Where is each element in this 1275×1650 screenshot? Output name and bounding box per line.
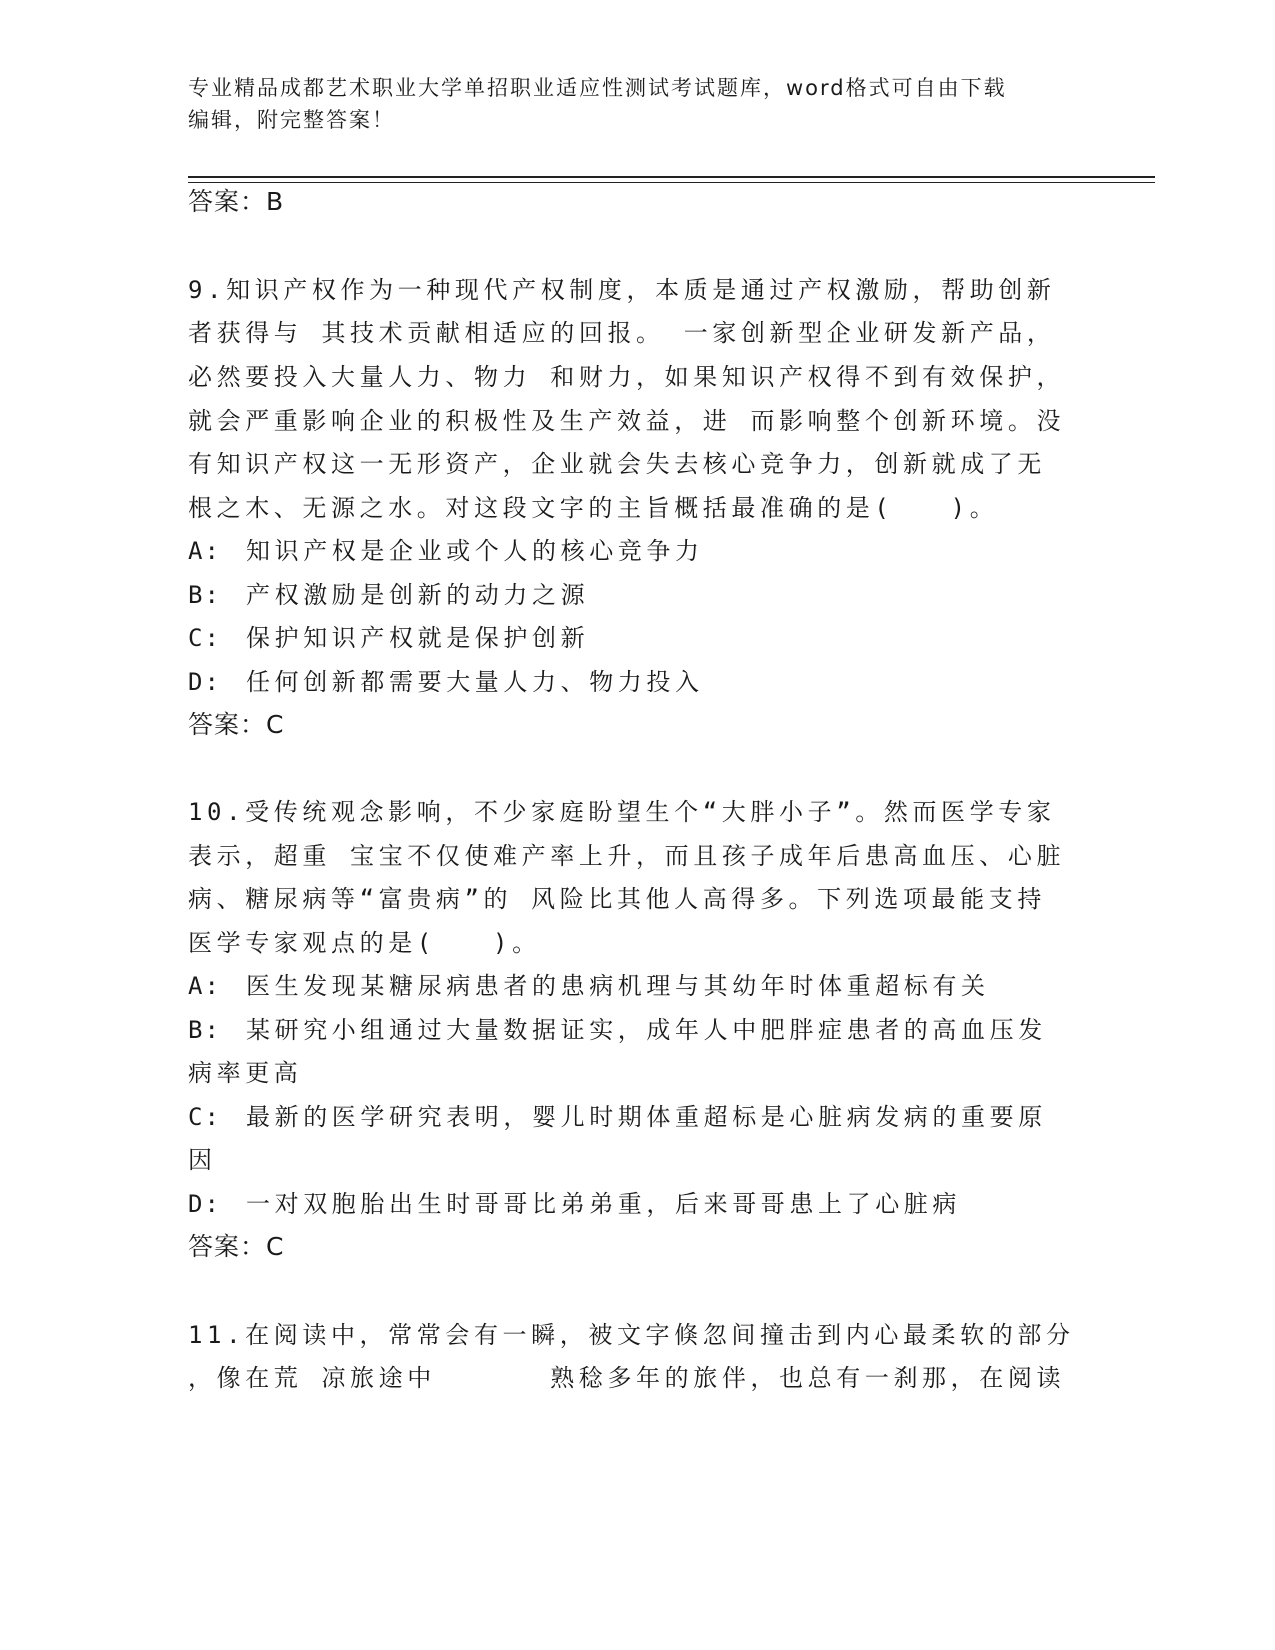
option-text: 医生发现某糖尿病患者的患病机理与其幼年时体重超标有关 xyxy=(246,972,990,1000)
question-9-line: 根之木、无源之水。对这段文字的主旨概括最准确的是( )。 xyxy=(188,494,999,522)
previous-answer: 答案：B xyxy=(188,187,285,216)
option-text: 产权激励是创新的动力之源 xyxy=(246,581,590,609)
question-10-option-d xyxy=(188,1189,961,1219)
option-text: 最新的医学研究表明，婴儿时期体重超标是心脏病发病的重要原 xyxy=(246,1103,1047,1131)
header-rule-thick xyxy=(188,176,1155,178)
question-9-answer: 答案：C xyxy=(188,710,285,739)
question-9-line: 9.知识产权作为一种现代产权制度，本质是通过产权激励，帮助创新 xyxy=(188,276,1056,304)
question-10-option-c xyxy=(188,1102,1047,1132)
question-9-option-c xyxy=(188,623,589,653)
document-header xyxy=(188,72,1078,136)
option-key: A: xyxy=(188,972,221,1000)
option-text: 某研究小组通过大量数据证实，成年人中肥胖症患者的高血压发 xyxy=(246,1016,1047,1044)
question-10-answer: 答案：C xyxy=(188,1232,285,1261)
question-10-option-b-continued: 病率更高 xyxy=(188,1059,303,1087)
question-10-option-b xyxy=(188,1015,1047,1045)
option-key: D: xyxy=(188,1190,221,1218)
question-9-line: 有知识产权这一无形资产，企业就会失去核心竞争力，创新就成了无 xyxy=(188,450,1046,478)
option-key: C: xyxy=(188,624,221,652)
question-10-line: 10.受传统观念影响，不少家庭盼望生个“大胖小子”。然而医学专家 xyxy=(188,798,1056,826)
option-text: 保护知识产权就是保护创新 xyxy=(246,624,590,652)
option-key: B: xyxy=(188,581,221,609)
header-line-2: 编辑，附完整答案！ xyxy=(188,108,395,132)
question-11-line: 11.在阅读中，常常会有一瞬，被文字倏忽间撞击到内心最柔软的部分 xyxy=(188,1321,1075,1349)
question-9-option-d xyxy=(188,667,704,697)
question-10-option-a xyxy=(188,971,990,1001)
header-line-1: 专业精品成都艺术职业大学单招职业适应性测试考试题库，word格式可自由下载 xyxy=(188,76,1007,100)
option-key: D: xyxy=(188,668,221,696)
option-key: A: xyxy=(188,537,221,565)
question-10-option-c-continued: 因 xyxy=(188,1146,217,1174)
question-9-line: 必然要投入大量人力、物力 和财力，如果知识产权得不到有效保护， xyxy=(188,363,1066,391)
header-rule-thin xyxy=(188,182,1155,183)
question-9-line: 者获得与 其技术贡献相适应的回报。 一家创新型企业研发新产品， xyxy=(188,319,1056,347)
question-10-line: 病、糖尿病等“富贵病”的 风险比其他人高得多。下列选项最能支持 xyxy=(188,885,1046,913)
option-text: 任何创新都需要大量人力、物力投入 xyxy=(246,668,704,696)
question-9-option-a xyxy=(188,536,704,566)
option-key: B: xyxy=(188,1016,221,1044)
option-text: 一对双胞胎出生时哥哥比弟弟重，后来哥哥患上了心脏病 xyxy=(246,1190,961,1218)
option-text: 知识产权是企业或个人的核心竞争力 xyxy=(246,537,704,565)
question-9-line: 就会严重影响企业的积极性及生产效益，进 而影响整个创新环境。没 xyxy=(188,407,1066,435)
option-key: C: xyxy=(188,1103,221,1131)
question-10-line: 表示，超重 宝宝不仅使难产率上升，而且孩子成年后患高血压、心脏 xyxy=(188,842,1066,870)
question-11-line: ，像在荒 凉旅途中 熟稔多年的旅伴，也总有一刹那，在阅读 xyxy=(188,1364,1066,1392)
question-10-line: 医学专家观点的是( )。 xyxy=(188,929,541,957)
question-9-option-b xyxy=(188,580,589,610)
